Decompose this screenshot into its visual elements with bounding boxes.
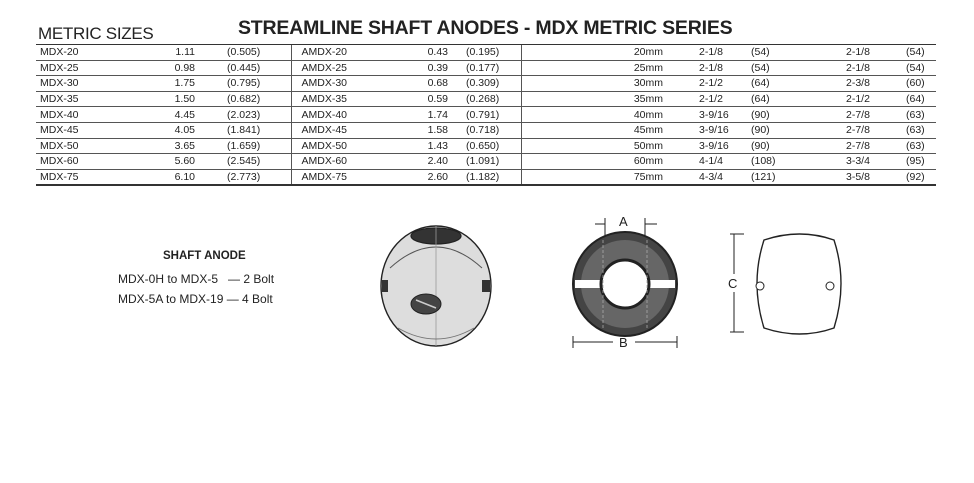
mdx-weight-lb: 1.75 <box>146 76 201 92</box>
anode-table-container <box>36 44 936 186</box>
table-row <box>36 107 936 123</box>
b-dimension-in: 2-1/8 <box>691 45 751 60</box>
table-row <box>36 154 936 170</box>
mdx-model: MDX-45 <box>36 122 146 138</box>
b-dimension-mm: (90) <box>751 138 846 154</box>
table-row <box>36 169 936 184</box>
b-dimension-mm: (54) <box>751 60 846 76</box>
table-row <box>36 138 936 154</box>
b-dimension-in: 2-1/8 <box>691 60 751 76</box>
c-dimension-in: 3-3/4 <box>846 154 906 170</box>
amdx-weight-kg: (0.268) <box>456 91 521 107</box>
dimension-label-b: B <box>619 335 628 350</box>
shaft-anode-heading: SHAFT ANODE <box>163 250 246 262</box>
mdx-weight-lb: 5.60 <box>146 154 201 170</box>
amdx-model: AMDX-45 <box>291 122 401 138</box>
amdx-weight-lb: 0.59 <box>401 91 456 107</box>
mdx-weight-lb: 1.11 <box>146 45 201 60</box>
anode-table-body <box>36 45 936 184</box>
mdx-model: MDX-50 <box>36 138 146 154</box>
mdx-model: MDX-60 <box>36 154 146 170</box>
amdx-weight-lb: 2.40 <box>401 154 456 170</box>
c-dimension-mm: (60) <box>906 76 936 92</box>
shaft-size: 45mm <box>521 122 691 138</box>
bolt-info-4-bolt: MDX-5A to MDX-19 — 4 Bolt <box>118 292 273 306</box>
table-row <box>36 76 936 92</box>
mdx-model: MDX-40 <box>36 107 146 123</box>
anode-spec-table <box>36 45 936 184</box>
b-dimension-mm: (64) <box>751 76 846 92</box>
b-dimension-mm: (108) <box>751 154 846 170</box>
c-dimension-mm: (63) <box>906 138 936 154</box>
mdx-weight-kg: (1.659) <box>201 138 291 154</box>
b-dimension-mm: (90) <box>751 122 846 138</box>
b-dimension-mm: (90) <box>751 107 846 123</box>
mdx-model: MDX-20 <box>36 45 146 60</box>
amdx-weight-lb: 1.58 <box>401 122 456 138</box>
amdx-weight-lb: 1.74 <box>401 107 456 123</box>
shaft-size: 40mm <box>521 107 691 123</box>
b-dimension-mm: (121) <box>751 171 776 184</box>
b-dimension-mm: (64) <box>751 91 846 107</box>
table-row <box>36 122 936 138</box>
c-dimension-in: 2-7/8 <box>846 107 906 123</box>
b-dimension-mm: (54) <box>751 45 846 60</box>
amdx-weight-kg: (1.182) <box>466 171 500 184</box>
amdx-weight-lb: 0.43 <box>401 45 456 60</box>
b-dimension-in: 2-1/2 <box>691 91 751 107</box>
mdx-weight-kg: (0.795) <box>201 76 291 92</box>
c-dimension-in: 2-3/8 <box>846 76 906 92</box>
mdx-weight-kg: (2.545) <box>201 154 291 170</box>
mdx-weight-kg: (0.505) <box>201 45 291 60</box>
c-dimension-mm: (63) <box>906 107 936 123</box>
mdx-weight-kg: (2.023) <box>201 107 291 123</box>
shaft-size: 75mm <box>521 169 691 184</box>
mdx-model: MDX-25 <box>36 60 146 76</box>
mdx-model: MDX-30 <box>36 76 146 92</box>
dimension-label-a: A <box>619 214 628 229</box>
b-dimension-in: 2-1/2 <box>691 76 751 92</box>
shaft-size: 35mm <box>521 91 691 107</box>
mdx-weight-lb: 1.50 <box>146 91 201 107</box>
table-row <box>36 45 936 60</box>
bolt-info-2-bolt: MDX-0H to MDX-5 — 2 Bolt <box>118 272 275 286</box>
c-dimension-in: 2-1/8 <box>846 45 906 60</box>
b-dimension-in: 3-9/16 <box>691 122 751 138</box>
mdx-model: MDX-75 <box>40 171 79 184</box>
amdx-model: AMDX-20 <box>291 45 401 60</box>
c-dimension-mm: (54) <box>906 60 936 76</box>
anode-3d-illustration <box>378 218 498 348</box>
anode-side-view-diagram <box>722 228 852 343</box>
c-dimension-in: 2-7/8 <box>846 138 906 154</box>
shaft-size: 60mm <box>521 154 691 170</box>
amdx-weight-kg: (0.177) <box>456 60 521 76</box>
c-dimension-in: 2-1/2 <box>846 91 906 107</box>
shaft-size: 30mm <box>521 76 691 92</box>
mdx-weight-lb: 6.10 <box>174 171 195 184</box>
mdx-weight-kg: (0.445) <box>201 60 291 76</box>
mdx-weight-lb: 4.45 <box>146 107 201 123</box>
shaft-size: 25mm <box>521 60 691 76</box>
mdx-weight-lb: 0.98 <box>146 60 201 76</box>
table-row <box>36 60 936 76</box>
mdx-weight-kg: (2.773) <box>227 171 261 184</box>
shaft-size: 50mm <box>521 138 691 154</box>
amdx-model: AMDX-35 <box>291 91 401 107</box>
amdx-model: AMDX-50 <box>291 138 401 154</box>
amdx-weight-kg: (0.195) <box>456 45 521 60</box>
shaft-size: 20mm <box>521 45 691 60</box>
b-dimension-in: 4-1/4 <box>691 154 751 170</box>
c-dimension-mm: (92) <box>906 171 925 184</box>
mdx-weight-kg: (0.682) <box>201 91 291 107</box>
metric-sizes-label: METRIC SIZES <box>38 24 154 43</box>
table-row <box>36 91 936 107</box>
amdx-model: AMDX-75 <box>291 169 401 184</box>
b-dimension-in: 4-3/4 <box>699 171 723 184</box>
amdx-model: AMDX-60 <box>291 154 401 170</box>
c-dimension-in: 2-7/8 <box>846 122 906 138</box>
mdx-weight-kg: (1.841) <box>201 122 291 138</box>
mdx-model: MDX-35 <box>36 91 146 107</box>
c-dimension-in: 2-1/8 <box>846 60 906 76</box>
c-dimension-in: 3-5/8 <box>846 171 870 184</box>
amdx-weight-kg: (0.718) <box>456 122 521 138</box>
amdx-model: AMDX-40 <box>291 107 401 123</box>
amdx-model: AMDX-30 <box>291 76 401 92</box>
anode-front-view-diagram <box>565 210 685 350</box>
dimension-label-c: C <box>728 276 738 291</box>
amdx-weight-lb: 1.43 <box>401 138 456 154</box>
mdx-weight-lb: 3.65 <box>146 138 201 154</box>
amdx-model: AMDX-25 <box>291 60 401 76</box>
amdx-weight-kg: (0.650) <box>456 138 521 154</box>
page-title: STREAMLINE SHAFT ANODES - MDX METRIC SERIES <box>238 17 733 39</box>
c-dimension-mm: (64) <box>906 91 936 107</box>
amdx-weight-kg: (0.791) <box>456 107 521 123</box>
amdx-weight-lb: 0.68 <box>401 76 456 92</box>
mdx-weight-lb: 4.05 <box>146 122 201 138</box>
c-dimension-mm: (63) <box>906 122 936 138</box>
c-dimension-mm: (54) <box>906 45 936 60</box>
amdx-weight-kg: (0.309) <box>456 76 521 92</box>
b-dimension-in: 3-9/16 <box>691 138 751 154</box>
amdx-weight-kg: (1.091) <box>456 154 521 170</box>
amdx-weight-lb: 0.39 <box>401 60 456 76</box>
b-dimension-in: 3-9/16 <box>691 107 751 123</box>
amdx-weight-lb: 2.60 <box>427 171 448 184</box>
c-dimension-mm: (95) <box>906 154 936 170</box>
